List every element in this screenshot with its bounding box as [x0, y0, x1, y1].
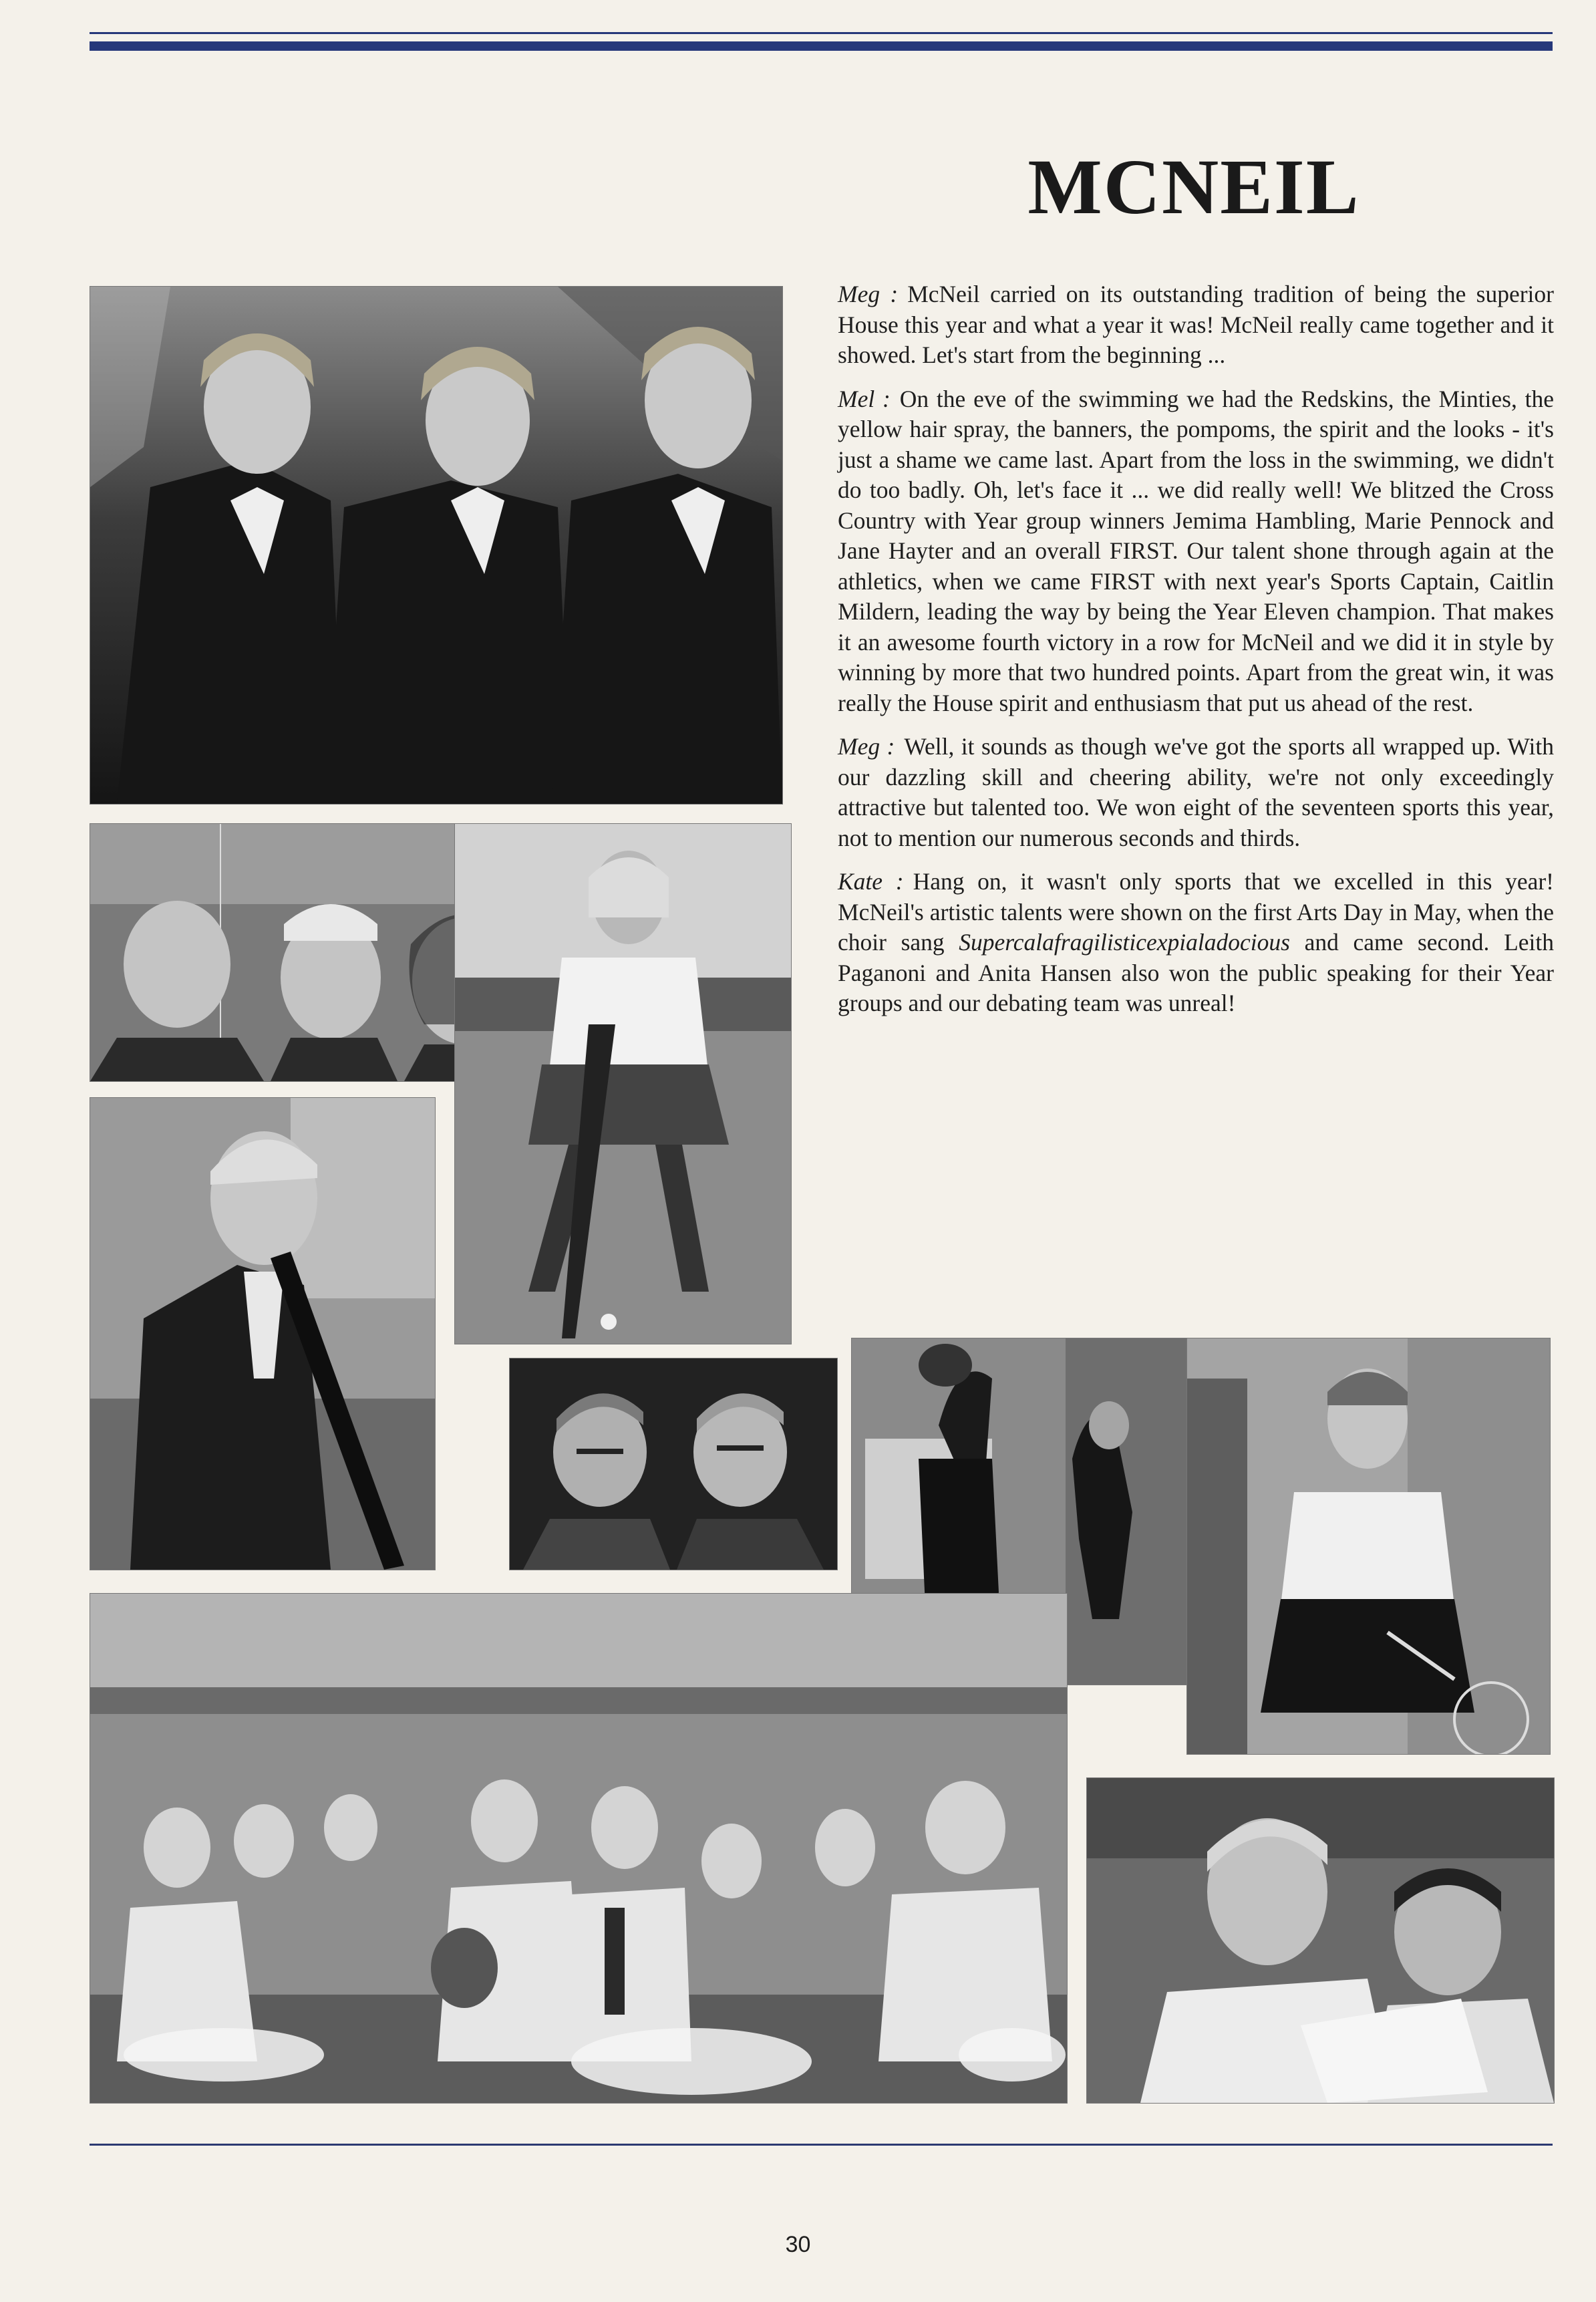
paragraph-text: Hang on, it wasn't only sports that we excelled in this year! McNeil's artistic talents were shown on the first Arts Day in May, when the choir sang — [838, 868, 1554, 956]
speaker-label: Mel : — [838, 385, 891, 412]
paragraph-text: McNeil carried on its outstanding tradition of being the superior House this year and what a year it was! McNeil really came together and it showed. Let's start from the beginning ... — [838, 281, 1554, 368]
paragraph — [838, 384, 1554, 719]
footer-rule — [90, 2144, 1553, 2146]
speaker-label: Meg : — [838, 281, 899, 307]
song-title: Supercalafragilisticexpialadocious — [959, 929, 1290, 956]
photo-clarinet-player — [90, 1097, 436, 1570]
photo-hockey-player — [454, 823, 792, 1344]
speaker-label: Meg : — [838, 733, 895, 760]
article-body — [838, 279, 1554, 1032]
paragraph-text: Well, it sounds as though we've got the sports all wrapped up. With our dazzling skill and cheering ability, we're not only exceedingly attractive but talented too. We won eight of the seventeen sports this year, not to mention our numerous seconds and thirds. — [838, 733, 1554, 851]
paragraph — [838, 732, 1554, 853]
header-rule-thick — [90, 41, 1553, 51]
photo-seated-crowd — [90, 1593, 1068, 2104]
paragraph — [838, 867, 1554, 1019]
speaker-label: Kate : — [838, 868, 904, 895]
header-rule-thin — [90, 32, 1553, 34]
paragraph-text: On the eve of the swimming we had the Redskins, the Minties, the yellow hair spray, the banners, the pompoms, the spirit and the looks - it's just a shame we came last. Apart from the loss in the swimming, we didn't do too badly. Oh, let's face it ... we did really well! We blitzed the Cross Country with Year group winners Jemima Hambling, Marie Pennock and Jane Hayter and an overall FIRST. Our talent shone through again at the athletics, when we came FIRST with next year's Sports Captain, Caitlin Mildern, leading the way by being the Year Eleven champion. That makes it an awesome fourth victory in a row for McNeil and we did it in style by winning by more that two hundred points. Apart from the great win, it was really the House spirit and enthusiasm that put us ahead of the rest. — [838, 385, 1554, 716]
photo-house-captains — [90, 286, 783, 805]
page-title: MCNEIL — [1027, 143, 1360, 231]
photo-face-paint — [509, 1358, 838, 1570]
page-number: 30 — [785, 2232, 811, 2257]
photo-girls-reading — [1086, 1777, 1555, 2104]
paragraph — [838, 279, 1554, 371]
paragraph-text: and came second. Leith Paganoni and Anita Hansen also won the public speaking for their Year groups and our debating team was unreal! — [838, 929, 1554, 1016]
photo-badminton-player — [1186, 1338, 1551, 1755]
